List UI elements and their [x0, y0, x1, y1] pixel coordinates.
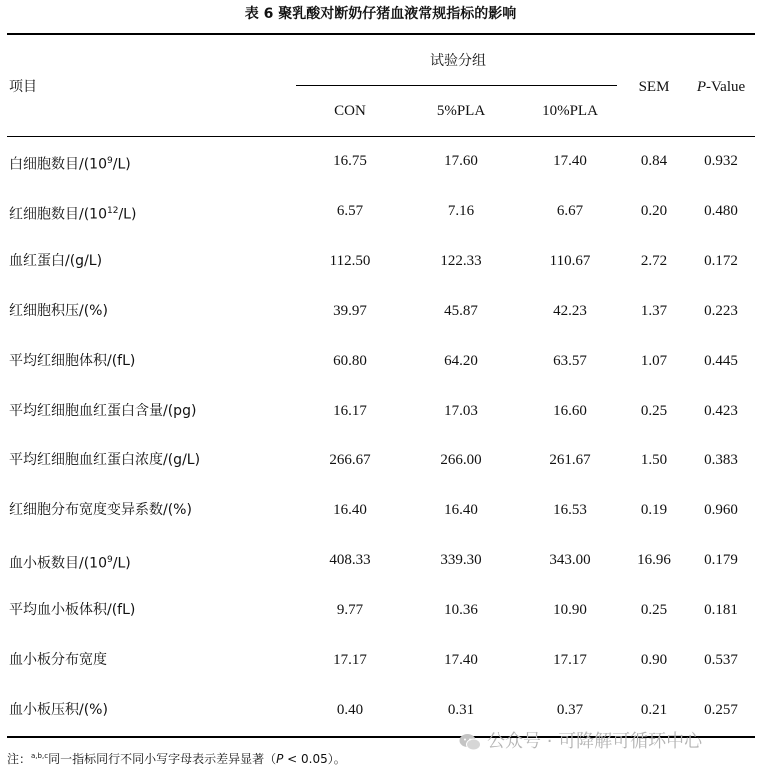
watermark-text: 公众号 · 可降解可循环中心	[487, 731, 703, 752]
cell-sem: 0.21	[640, 702, 668, 718]
header-5pla: 5%PLA	[436, 103, 486, 119]
row-label: 平均红细胞体积/(fL)	[9, 353, 136, 369]
cell-5pla: 122.33	[440, 253, 482, 269]
cell-con: 9.77	[336, 602, 364, 618]
cell-con: 60.80	[333, 353, 367, 369]
top-rule	[7, 33, 755, 35]
row-label: 白细胞数目$/(10^9/L)$	[9, 156, 131, 173]
row-label: 红细胞分布宽度变异系数/(%)	[9, 502, 192, 518]
cell-pvalue: 0.179	[704, 552, 738, 568]
cell-5pla: 16.40	[444, 502, 478, 518]
cell-sem: 0.25	[640, 602, 668, 618]
cell-5pla: 266.00	[440, 452, 482, 468]
cell-con: 39.97	[333, 303, 367, 319]
cell-pvalue: 0.932	[704, 153, 738, 169]
cell-sem: 16.96	[637, 552, 671, 568]
cell-5pla: 45.87	[444, 303, 478, 319]
cell-10pla: 17.40	[553, 153, 587, 169]
table-title: 表 6 聚乳酸对断奶仔猪血液常规指标的影响	[244, 6, 517, 22]
cell-10pla: 16.53	[553, 502, 587, 518]
header-sem: SEM	[638, 79, 670, 95]
cell-10pla: 10.90	[553, 602, 587, 618]
cell-sem: 0.19	[640, 502, 668, 518]
row-label: 红细胞积压/(%)	[9, 303, 108, 319]
row-label: 平均血小板体积/(fL)	[9, 602, 136, 618]
watermark	[459, 727, 702, 753]
cell-10pla: 6.67	[556, 203, 584, 219]
row-label: 血红蛋白/(g/L)	[9, 253, 103, 269]
header-item: 项目	[9, 79, 37, 95]
header-p-rest: -Value	[706, 79, 746, 95]
cell-10pla: 63.57	[553, 353, 587, 369]
cell-5pla: 64.20	[444, 353, 478, 369]
row-label: 平均红细胞血红蛋白含量/(pg)	[9, 403, 197, 419]
cell-10pla: 110.67	[549, 253, 591, 269]
cell-10pla: 16.60	[553, 403, 587, 419]
cell-con: 6.57	[336, 203, 364, 219]
cell-10pla: 343.00	[549, 552, 591, 568]
header-p-italic: P	[696, 79, 707, 95]
cell-con: 266.67	[329, 452, 371, 468]
header-group: 试验分组	[430, 53, 486, 69]
cell-con: 408.33	[329, 552, 371, 568]
cell-10pla: 261.67	[549, 452, 591, 468]
cell-pvalue: 0.172	[704, 253, 738, 269]
cell-con: 16.17	[333, 403, 367, 419]
cell-5pla: 0.31	[447, 702, 475, 718]
row-label: 血小板压积/(%)	[9, 702, 108, 718]
cell-con: 16.75	[333, 153, 367, 169]
cell-5pla: 10.36	[444, 602, 478, 618]
cell-sem: 0.25	[640, 403, 668, 419]
cell-sem: 2.72	[640, 253, 668, 269]
header-rule	[7, 136, 755, 137]
cell-sem: 0.20	[640, 203, 668, 219]
wechat-icon	[459, 733, 481, 751]
cell-5pla: 17.03	[444, 403, 478, 419]
cell-pvalue: 0.960	[704, 502, 738, 518]
header-con: CON	[334, 103, 366, 119]
cell-pvalue: 0.223	[704, 303, 738, 319]
cell-sem: 0.90	[640, 652, 668, 668]
cell-pvalue: 0.445	[704, 353, 738, 369]
group-rule	[296, 85, 617, 86]
cell-5pla: 17.60	[444, 153, 478, 169]
header-pvalue	[697, 77, 745, 97]
cell-con: 17.17	[333, 652, 367, 668]
header-10pla: 10%PLA	[542, 103, 598, 119]
cell-sem: 1.50	[640, 452, 668, 468]
cell-10pla: 0.37	[556, 702, 584, 718]
cell-5pla: 339.30	[440, 552, 482, 568]
row-label: 血小板数目$/(10^9/L)$	[9, 555, 131, 572]
cell-con: 112.50	[329, 253, 371, 269]
cell-sem: 1.07	[640, 353, 668, 369]
cell-5pla: 7.16	[447, 203, 475, 219]
cell-10pla: 17.17	[553, 652, 587, 668]
cell-sem: 0.84	[640, 153, 668, 169]
cell-pvalue: 0.537	[704, 652, 738, 668]
row-label: 血小板分布宽度	[9, 652, 107, 668]
cell-sem: 1.37	[640, 303, 668, 319]
footnote: 注：$^{a,b,c}$同一指标同行不同小写字母表示差异显著（P < 0.05）。	[7, 752, 346, 766]
cell-pvalue: 0.181	[704, 602, 738, 618]
cell-pvalue: 0.257	[704, 702, 738, 718]
cell-pvalue: 0.423	[704, 403, 738, 419]
row-label: 平均红细胞血红蛋白浓度/(g/L)	[9, 452, 201, 468]
cell-con: 16.40	[333, 502, 367, 518]
cell-10pla: 42.23	[553, 303, 587, 319]
cell-con: 0.40	[336, 702, 364, 718]
cell-pvalue: 0.480	[704, 203, 738, 219]
cell-pvalue: 0.383	[704, 452, 738, 468]
row-label: 红细胞数目$/(10^{12}/L)$	[9, 206, 137, 223]
cell-5pla: 17.40	[444, 652, 478, 668]
